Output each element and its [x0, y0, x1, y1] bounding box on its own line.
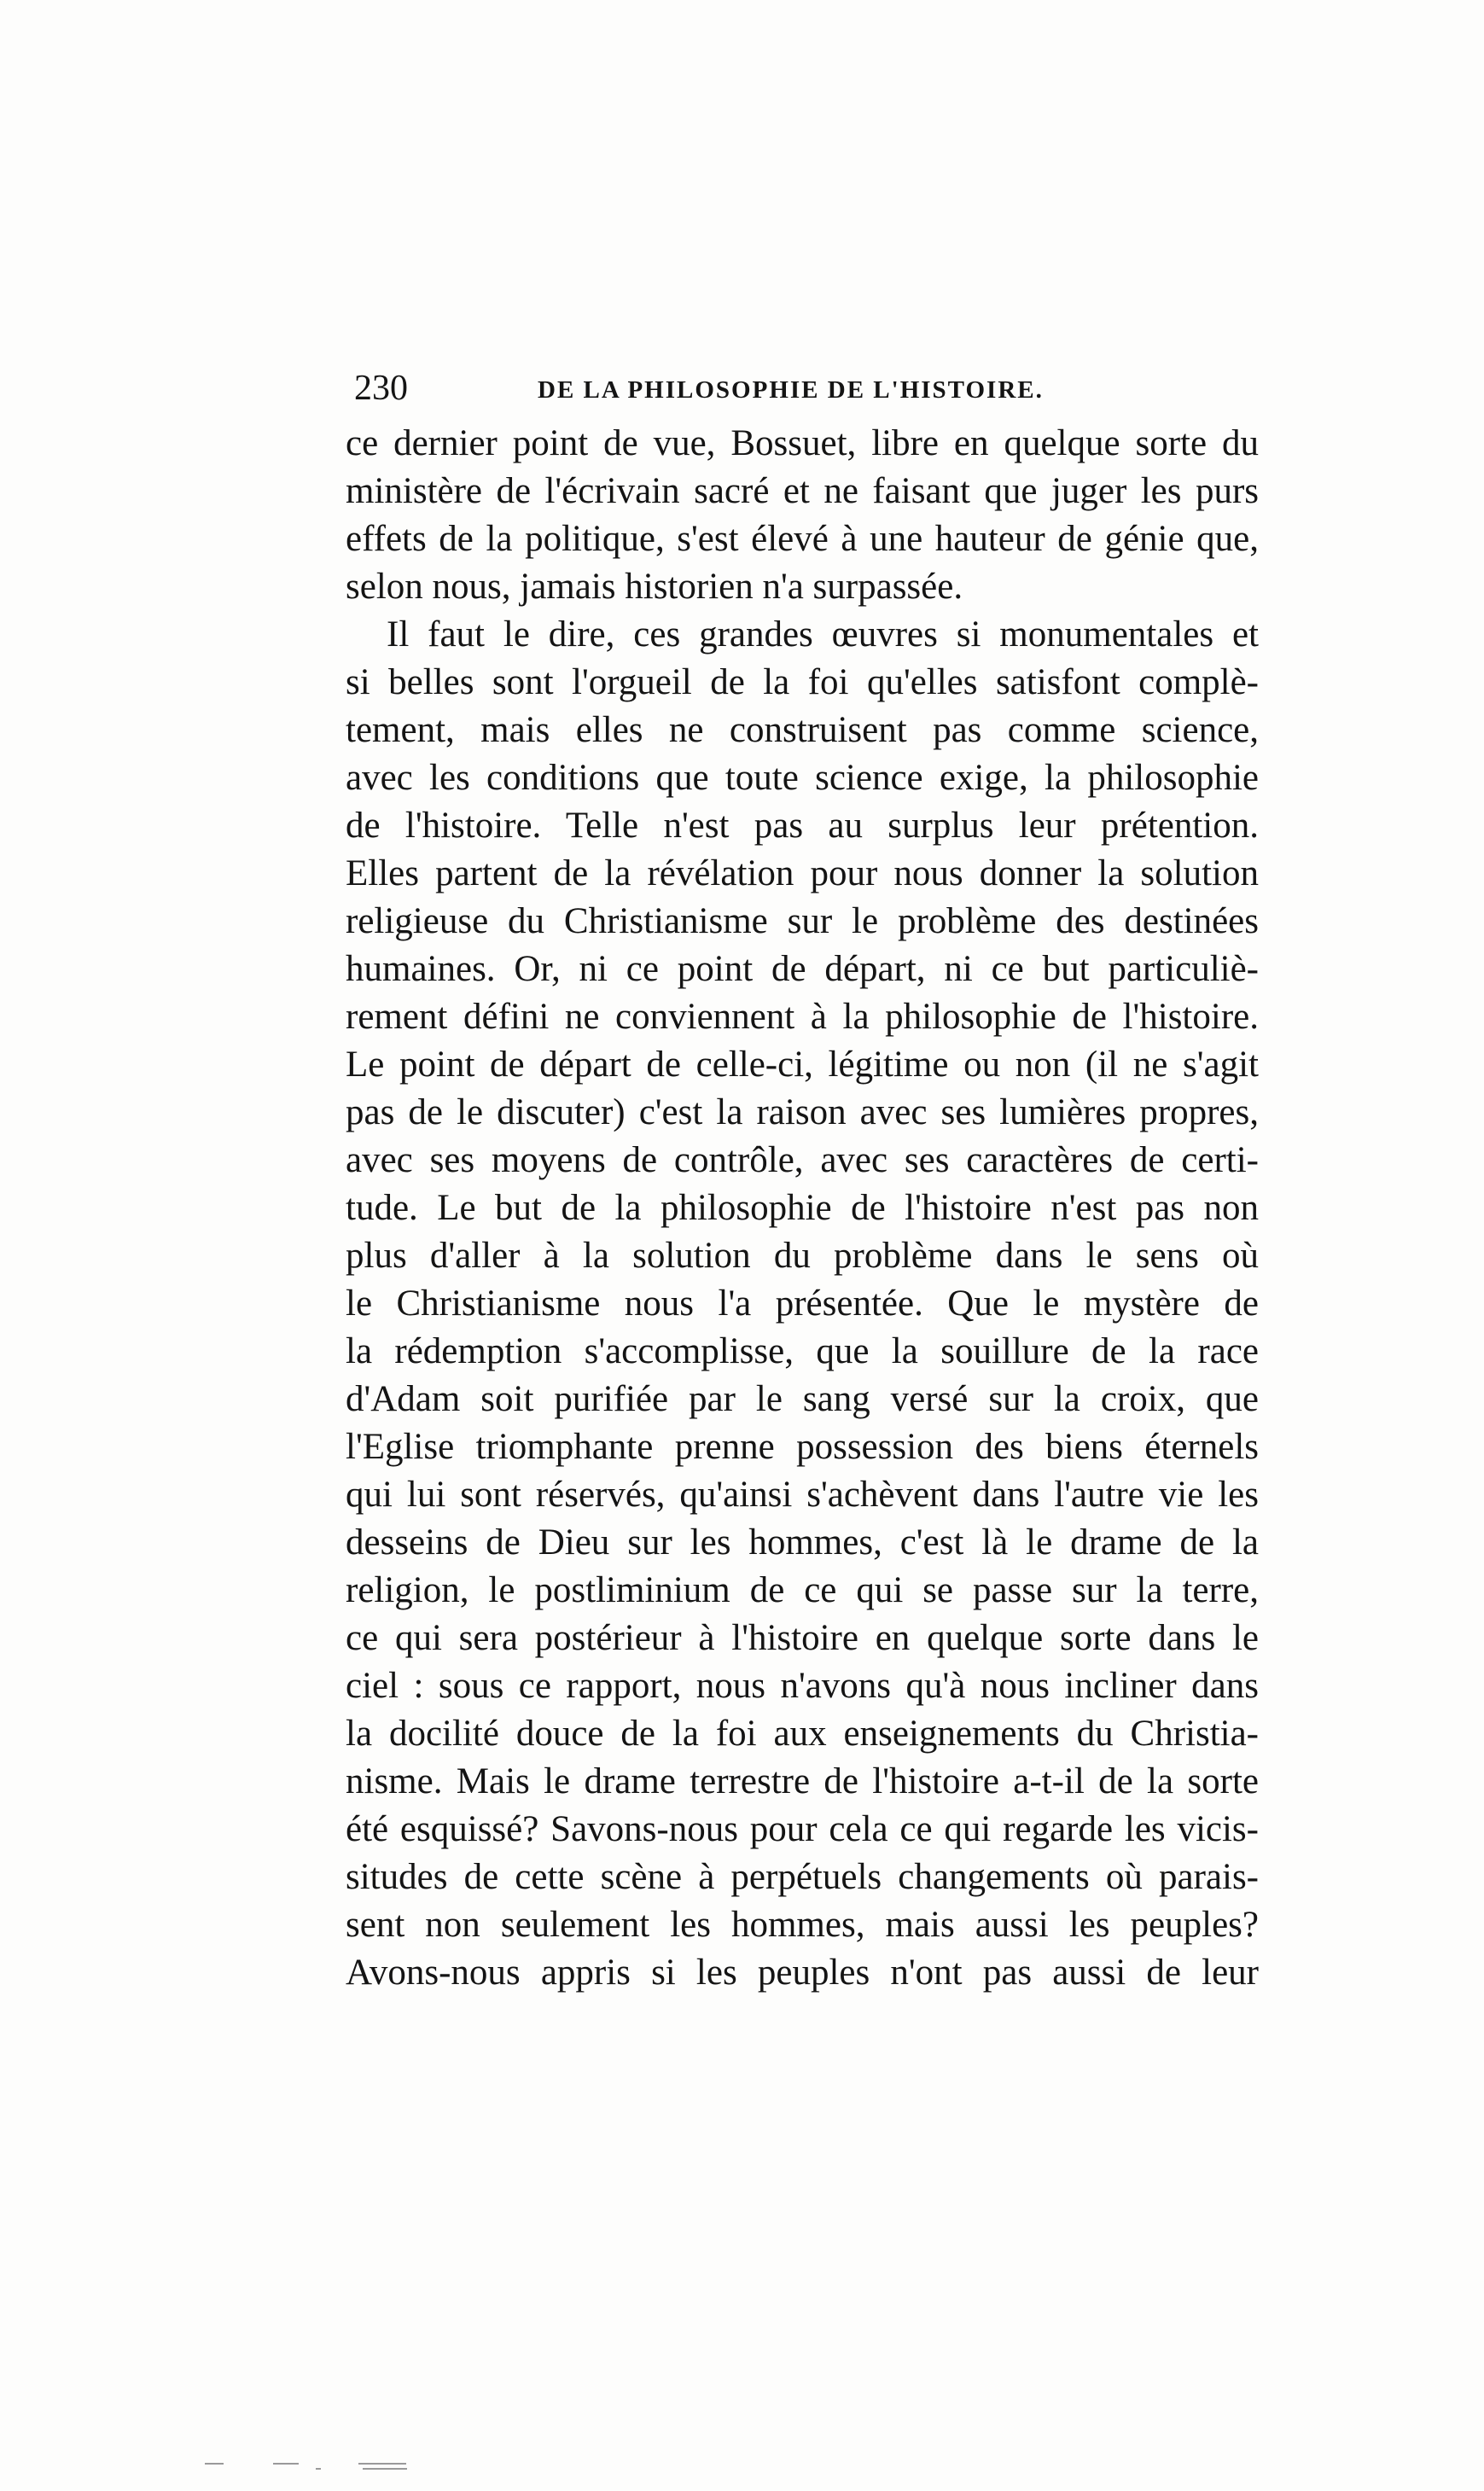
text-line: qui lui sont réservés, qu'ainsi s'achèvent dans l'autre vie les — [346, 1475, 1259, 1515]
scan-marks — [0, 2463, 1484, 2471]
text-line: d'Adam soit purifiée par le sang versé sur la croix, que — [346, 1379, 1259, 1419]
text-line: rement défini ne conviennent à la philosophie de l'histoire. — [346, 997, 1259, 1037]
text-line: ce qui sera postérieur à l'histoire en quelque sorte dans le — [346, 1618, 1259, 1658]
text-line: Avons-nous appris si les peuples n'ont pas aussi de leur — [346, 1953, 1259, 1993]
text-line: si belles sont l'orgueil de la foi qu'elles satisfont complè- — [346, 662, 1259, 702]
text-line: nisme. Mais le drame terrestre de l'histoire a-t-il de la sorte — [346, 1761, 1259, 1801]
text-line: desseins de Dieu sur les hommes, c'est là le drame de la — [346, 1522, 1259, 1563]
text-line: la docilité douce de la foi aux enseignements du Christia- — [346, 1714, 1259, 1754]
text-line: ministère de l'écrivain sacré et ne faisant que juger les purs — [346, 471, 1259, 511]
text-line: le Christianisme nous l'a présentée. Que le mystère de — [346, 1283, 1259, 1324]
text-line: plus d'aller à la solution du problème dans le sens où — [346, 1236, 1259, 1276]
text-line: Elles partent de la révélation pour nous donner la solution — [346, 853, 1259, 893]
text-line: selon nous, jamais historien n'a surpassée. — [346, 567, 963, 607]
text-line: religieuse du Christianisme sur le problème des destinées — [346, 901, 1259, 941]
text-line: été esquissé? Savons-nous pour cela ce qui regarde les vicis- — [346, 1809, 1259, 1849]
text-line: l'Eglise triomphante prenne possession des biens éternels — [346, 1427, 1259, 1467]
page-header — [354, 363, 1272, 414]
text-line: avec ses moyens de contrôle, avec ses caractères de certi- — [346, 1140, 1259, 1180]
text-line: ciel : sous ce rapport, nous n'avons qu'à nous incliner dans — [346, 1666, 1259, 1706]
running-title: DE LA PHILOSOPHIE DE L'HISTOIRE. — [538, 376, 1044, 404]
text-line: tement, mais elles ne construisent pas comme science, — [346, 710, 1259, 750]
text-line: la rédemption s'accomplisse, que la souillure de la race — [346, 1331, 1259, 1371]
text-line: effets de la politique, s'est élevé à une hauteur de génie que, — [346, 519, 1259, 559]
text-line: sent non seulement les hommes, mais aussi les peuples? — [346, 1905, 1259, 1945]
text-line: tude. Le but de la philosophie de l'histoire n'est pas non — [346, 1188, 1259, 1228]
text-line: Le point de départ de celle-ci, légitime ou non (il ne s'agit — [346, 1045, 1259, 1085]
scan-mark — [205, 2463, 224, 2465]
text-line: situdes de cette scène à perpétuels changements où parais- — [346, 1857, 1259, 1897]
text-line: ce dernier point de vue, Bossuet, libre en quelque sorte du — [346, 423, 1259, 463]
text-line: humaines. Or, ni ce point de départ, ni ce but particuliè- — [346, 949, 1259, 989]
text-line: de l'histoire. Telle n'est pas au surplus leur prétention. — [346, 806, 1259, 846]
text-line: religion, le postliminium de ce qui se passe sur la terre, — [346, 1570, 1259, 1610]
text-line: avec les conditions que toute science exige, la philosophie — [346, 758, 1259, 798]
scan-mark — [358, 2463, 406, 2465]
page-number: 230 — [354, 369, 408, 408]
scan-mark — [273, 2463, 299, 2465]
body-text — [346, 420, 1259, 1997]
scan-mark — [363, 2468, 407, 2470]
text-line: pas de le discuter) c'est la raison avec ses lumières propres, — [346, 1092, 1259, 1132]
text-line: Il faut le dire, ces grandes œuvres si monumentales et — [387, 614, 1259, 655]
scan-mark — [316, 2468, 321, 2470]
